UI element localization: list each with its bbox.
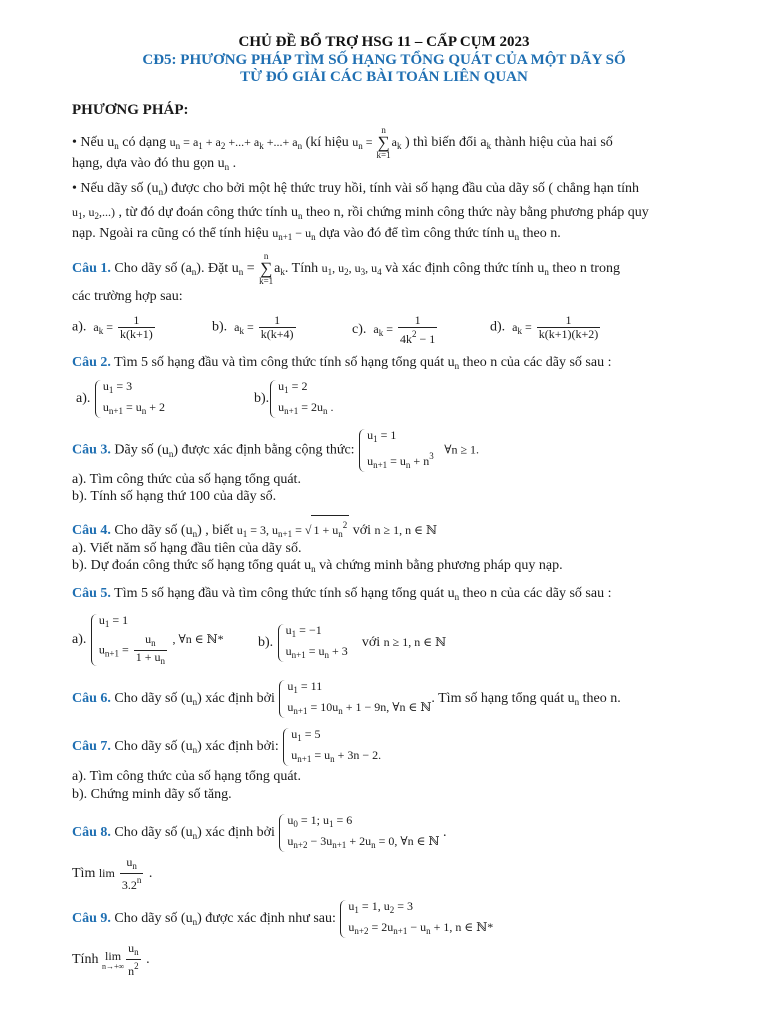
math: $a_k$ [274, 261, 285, 278]
text: Tìm [72, 866, 99, 882]
text: xác định bởi [201, 691, 279, 707]
math: $(u_n)$ [180, 825, 202, 842]
text: dựa vào đó để tìm công thức tính [315, 226, 508, 241]
q1-option-a [72, 314, 157, 341]
method-bullet-2-cont2 [72, 224, 561, 246]
question-3 [72, 427, 479, 474]
math: $(a_n)$ [180, 261, 201, 278]
text: • Nếu dãy số [72, 181, 147, 196]
recurrence-system: $u_1 = 3$ $u_{n+1} = u_n + 2$ [94, 378, 165, 420]
text: theo n của các dãy số sau : [459, 355, 612, 370]
math: $u_n$ [447, 355, 460, 371]
math: $u_n$ [217, 156, 230, 172]
math: $u_1$, $u_2$, $u_3$, $u_4$ [321, 261, 382, 278]
math: $a_k$ [391, 135, 402, 152]
question-6 [72, 678, 621, 720]
text: theo n. [519, 226, 561, 241]
text: , từ đó dự đoán công thức tính [115, 205, 291, 220]
math: $u_n$ [537, 261, 549, 278]
recurrence-system: $u_1 = 1$ $u_{n+1} = u_n + n^3$ [358, 427, 434, 474]
option-label: b). [258, 635, 274, 651]
math: $u_n$ [447, 586, 460, 602]
option-label: a). [72, 632, 87, 648]
fraction: $\frac{1}{k(k+1)(k+2)}$ [538, 313, 599, 341]
question-3-a: a). Tìm công thức của số hạng tổng quát. [72, 472, 301, 487]
q1-option-d [490, 314, 602, 341]
document-subtitle-line2: TỪ ĐÓ GIẢI CÁC BÀI TOÁN LIÊN QUAN [240, 69, 528, 85]
math: lim [98, 866, 118, 881]
text: được xác định bằng cộng thức: [178, 442, 359, 458]
method-bullet-2-cont [72, 203, 649, 225]
fraction: $\frac{1}{4k^2 - 1}$ [400, 313, 436, 346]
question-3-b: b). Tính số hạng thứ 100 của dãy số. [72, 489, 277, 504]
fraction: $\frac{1}{k(k+1)}$ [120, 313, 153, 341]
recurrence-system: $u_1 = 5$ $u_{n+1} = u_n + 3n - 2$. [282, 726, 381, 768]
question-9-find: Tính lim n→+∞ $\frac{u_n}{n^2}$ . [72, 941, 150, 978]
text: theo n trong [548, 261, 620, 277]
document-subtitle-line1: CĐ5: PHƯƠNG PHÁP TÌM SỐ HẠNG TỔNG QUÁT CỦA MỘT DÃY SỐ [142, 52, 626, 68]
text: Cho dãy số [110, 911, 181, 927]
math: $a_k$ = [93, 319, 116, 336]
document-title: CHỦ ĐỀ BỔ TRỢ HSG 11 – CẤP CỤM 2023 [238, 34, 530, 50]
math: $u_n$ = [231, 261, 259, 278]
question-4-a: a). Viết năm số hạng đầu tiên của dãy số. [72, 541, 302, 556]
math: $(u_n)$ [180, 691, 202, 708]
math: n ≥ 1, n ∈ ℕ [383, 635, 447, 650]
recurrence-system: $u_1 = 2$ $u_{n+1} = 2u_n$ . [269, 378, 333, 420]
text: , biết [201, 523, 237, 538]
method-bullet-2 [72, 180, 639, 201]
q1-option-c [352, 314, 439, 346]
math: $a_k$ [480, 135, 492, 152]
method-heading: PHƯƠNG PHÁP: [72, 102, 189, 118]
text: (kí hiệu [302, 135, 353, 151]
math: $u_n$ [107, 135, 119, 152]
recurrence-system: $u_1 = 11$ $u_{n+1} = 10u_n + 1 - 9n$, ∀n ∈ ℕ [278, 678, 431, 720]
text: Cho dãy số [110, 261, 181, 277]
text: xác định bởi: [201, 739, 283, 755]
sigma-symbol: n ∑ k=1 [259, 251, 274, 286]
method-bullet-1-cont: hạng, dựa vào đó thu gọn $u_n$ . [72, 156, 237, 172]
recurrence-system: $u_1 = -1$ $u_{n+1} = u_n + 3$ [277, 622, 348, 664]
text: Tính [72, 952, 102, 968]
math: ∀n ≥ 1. [444, 442, 480, 457]
question-9 [72, 898, 493, 940]
question-label: Câu 6. [72, 691, 111, 707]
math: $u_n = a_1 + a_2$ +...+ $a_k$ +...+ $a_n$ [169, 135, 303, 152]
math: $u_n$ [290, 205, 303, 221]
text: xác định bởi [201, 825, 279, 841]
text: b). Dự đoán công thức số hạng tổng quát [72, 558, 305, 573]
math: $(u_n)$ [180, 739, 202, 756]
question-label: Câu 4. [72, 523, 111, 538]
question-label: Câu 5. [72, 586, 111, 601]
option-label: c). [352, 322, 367, 338]
math: $u_{n+1} - u_n$ [272, 226, 316, 242]
option-label: d). [490, 319, 506, 335]
question-4-b [72, 557, 563, 578]
math: , ∀n ∈ ℕ* [172, 632, 224, 647]
text: với [349, 523, 375, 538]
fraction: $\frac{u_n}{n^2}$ [128, 941, 139, 978]
math: $u_n$ [304, 558, 316, 574]
question-label: Câu 9. [72, 911, 111, 927]
question-1 [72, 252, 620, 286]
text: có dạng [118, 135, 170, 151]
math: $a_k$ = [373, 322, 396, 339]
question-5 [72, 585, 611, 606]
text: theo n. [579, 691, 621, 707]
recurrence-system: $u_1 = 1$ $u_{n+1}$ = $\frac{u_n}{1 + u_n}$ [90, 612, 169, 668]
question-8: Câu 8. Cho dãy số $(u_n)$ xác định bởi $u_0 = 1$; $u_1 = 6$ $u_{n+2} - 3u_{n+1} + 2u_n = 0$, ∀n ∈ ℕ . [72, 812, 446, 854]
text: Cho dãy số [110, 691, 181, 707]
math: $(u_n)$ [157, 442, 179, 459]
question-7-a: a). Tìm công thức của số hạng tổng quát. [72, 769, 301, 784]
question-4 [72, 515, 437, 543]
option-label: a). [76, 391, 91, 407]
question-7-b: b). Chứng minh dãy số tăng. [72, 787, 232, 802]
math: $u_n$ [567, 691, 580, 708]
option-label: a). [72, 319, 87, 335]
math: $(u_n)$ [180, 911, 202, 928]
text: theo n của các dãy số sau : [459, 586, 612, 601]
text: Cho dãy số [110, 825, 181, 841]
question-label: Câu 3. [72, 442, 111, 458]
math: $u_1 = 3$, $u_{n+1}$ = √ $1 + u_n^2$ [237, 523, 350, 537]
option-label: b). [212, 319, 228, 335]
q2-option-b [254, 378, 334, 420]
math: $u_n$ = [352, 135, 376, 152]
text: được cho bởi một hệ thức truy hồi, tính vài số hạng đầu của dãy số ( chẳng hạn tính [167, 181, 640, 196]
question-label: Câu 8. [72, 825, 111, 841]
text: theo n, rồi chứng minh công thức này bằng phương pháp quy [302, 205, 649, 220]
text: • Nếu [72, 135, 108, 151]
text: . Đặt [200, 261, 232, 277]
text: Cho dãy số [110, 739, 181, 755]
question-8-find: Tìm lim $\frac{u_n}{3.2^n}$ . [72, 855, 153, 892]
text: với [361, 635, 384, 651]
text: hạng, dựa vào đó thu gọn [72, 156, 218, 171]
question-7 [72, 726, 381, 768]
text: . Tính [284, 261, 322, 277]
math: $(u_n)$ [180, 523, 202, 539]
question-2 [72, 354, 611, 375]
math: $(u_n)$ [146, 181, 168, 197]
text: Dãy số [110, 442, 158, 458]
question-label: Câu 1. [72, 261, 111, 277]
question-label: Câu 2. [72, 355, 111, 370]
text: ) thì biến đổi [401, 135, 481, 151]
math: $a_k$ = [512, 319, 535, 336]
math: $u_n$ [507, 226, 520, 242]
q5-option-a [72, 612, 224, 668]
math: n ≥ 1, n ∈ ℕ [374, 523, 437, 537]
option-label: b). [254, 391, 270, 407]
fraction: $\frac{u_n}{3.2^n}$ [121, 855, 142, 892]
text: . Tìm số hạng tổng quát [431, 691, 568, 707]
sigma-symbol: n ∑ k=1 [376, 125, 391, 160]
recurrence-system: $u_1 = 1$, $u_2 = 3$ $u_{n+2} = 2u_{n+1} - u_n + 1$, n ∈ ℕ* [339, 898, 493, 940]
text: Cho dãy số [110, 523, 181, 538]
text: và xác định công thức tính [381, 261, 538, 277]
fraction: $\frac{1}{k(k+4)}$ [260, 313, 294, 341]
recurrence-system: $u_0 = 1$; $u_1 = 6$ $u_{n+2} - 3u_{n+1} + 2u_n = 0$, ∀n ∈ ℕ [278, 812, 439, 854]
limit-symbol: lim n→+∞ [101, 948, 125, 971]
q1-option-b [212, 314, 298, 341]
text: Tìm 5 số hạng đầu và tìm công thức tính số hạng tổng quát [110, 586, 448, 601]
math: $a_k$ = [234, 319, 257, 336]
text: được xác định như sau: [201, 911, 340, 927]
text: Tìm 5 số hạng đầu và tìm công thức tính số hạng tổng quát [110, 355, 448, 370]
question-label: Câu 7. [72, 739, 111, 755]
text: nạp. Ngoài ra cũng có thể tính hiệu [72, 226, 273, 241]
q2-option-a [76, 378, 165, 420]
question-1-cont: các trường hợp sau: [72, 289, 183, 304]
math: $u_1$, $u_2$,...) [72, 205, 115, 221]
text: và chứng minh bằng phương pháp quy nạp. [315, 558, 563, 573]
q5-option-b [258, 622, 446, 664]
text: thành hiệu của hai số [491, 135, 613, 151]
